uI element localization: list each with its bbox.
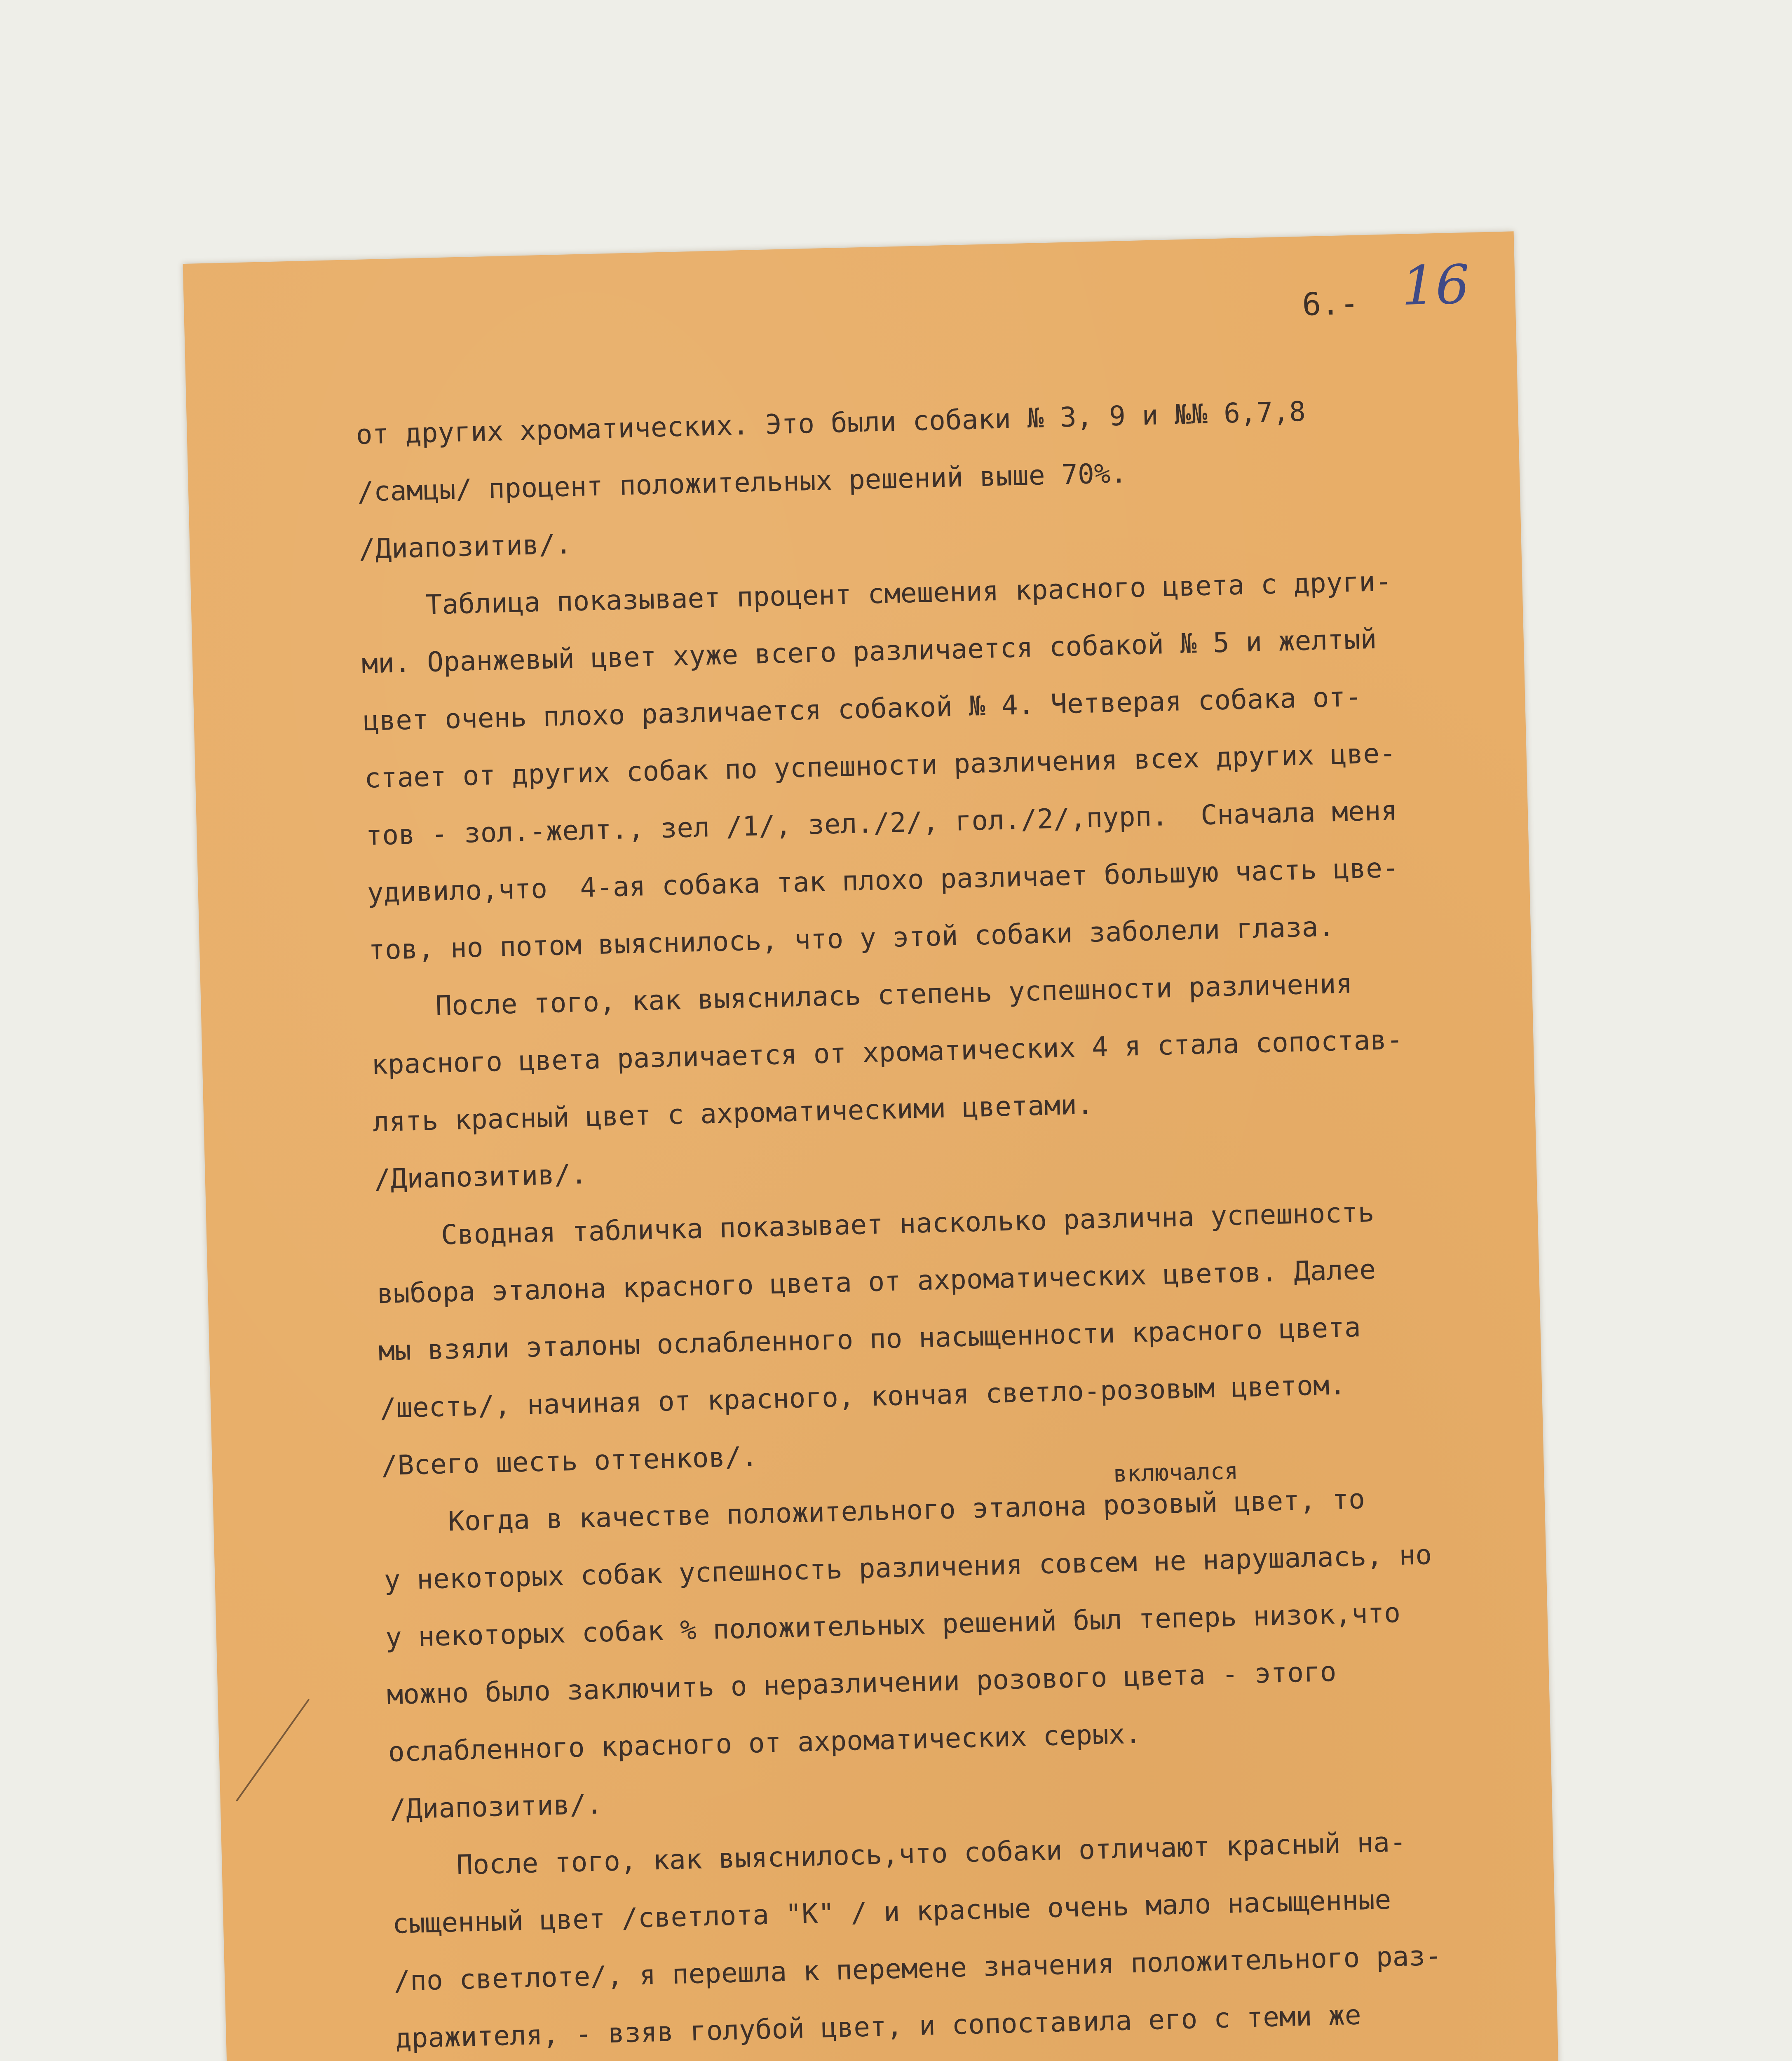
text-line: /по светлоте/, я перешла к перемене значения положительного раз-: [393, 1939, 1442, 1997]
text-line: /Диапозитив/.: [374, 1158, 588, 1195]
text-line: Когда в качестве положительного эталона розовый цвет, то: [382, 1483, 1365, 1539]
text-line: у некоторых собак % положительных решений был теперь низок,что: [385, 1596, 1401, 1654]
text-line: цвет очень плохо различается собакой № 4. Четверая собака от-: [362, 681, 1362, 737]
text-line: выбора эталона красного цвета от ахроматических цветов. Далее: [376, 1254, 1376, 1310]
text-line: /Диапозитив/.: [358, 528, 572, 565]
text-line: сыщенный цвет /светлота "К" / и красные очень мало насыщенные: [392, 1883, 1392, 1940]
text-line: /самцы/ процент положительных решений выше 70%.: [357, 457, 1128, 508]
text-line: стает от других собак по успешности различения всех других цве-: [364, 737, 1396, 794]
text-line: дражителя, - взяв голубой цвет, и сопоставила его с теми же: [394, 1999, 1362, 2054]
text-line: от других хроматических. Это были собаки № 3, 9 и №№ 6,7,8: [355, 395, 1306, 451]
typed-text-body: [355, 378, 1541, 2061]
text-line: /Диапозитив/.: [389, 1788, 603, 1826]
pencil-stroke-mark: [226, 1695, 319, 1805]
text-line: красного цвета различается от хроматических 4 я стала сопостав-: [371, 1023, 1403, 1081]
text-line: ми. Оранжевый цвет хуже всего различается собакой № 5 и желтый: [361, 623, 1377, 680]
text-line: После того, как выяснилось,что собаки отличают красный на-: [390, 1826, 1407, 1883]
text-line: тов - зол.-желт., зел /1/, зел./2/, гол./2/,пурп. Сначала меня: [365, 794, 1398, 852]
text-line: /шесть/, начиная от красного, кончая светло-розовым цветом.: [379, 1369, 1346, 1425]
text-line: /Всего шесть оттенков/.: [380, 1440, 758, 1482]
text-line: у некоторых собак успешность различения совсем не нарушалась, но: [383, 1539, 1432, 1596]
handwritten-folio-number: 16: [1400, 253, 1471, 317]
text-line: лять красный цвет с ахроматическими цветами.: [372, 1088, 1094, 1138]
document-page: [183, 231, 1561, 2061]
text-line: удивило,что 4-ая собака так плохо различает большую часть цве-: [367, 852, 1399, 909]
text-line: мы взяли эталоны ослабленного по насыщенности красного цвета: [378, 1311, 1361, 1367]
text-line: Сводная табличка показывает насколько различна успешность: [375, 1196, 1375, 1253]
text-line: можно было заключить о неразличении розового цвета - этого: [386, 1655, 1337, 1711]
text-line: тов, но потом выяснилось, что у этой собаки заболели глаза.: [368, 911, 1335, 966]
text-line: Таблица показывает процент смешения красного цвета с други-: [360, 565, 1392, 622]
text-line: После того, как выяснилась степень успешности различения: [369, 967, 1353, 1023]
text-line: ослабленного красного от ахроматических серых.: [387, 1718, 1142, 1768]
interlinear-insertion: включался: [1113, 1458, 1239, 1488]
page-number: 6.-: [1302, 284, 1359, 323]
